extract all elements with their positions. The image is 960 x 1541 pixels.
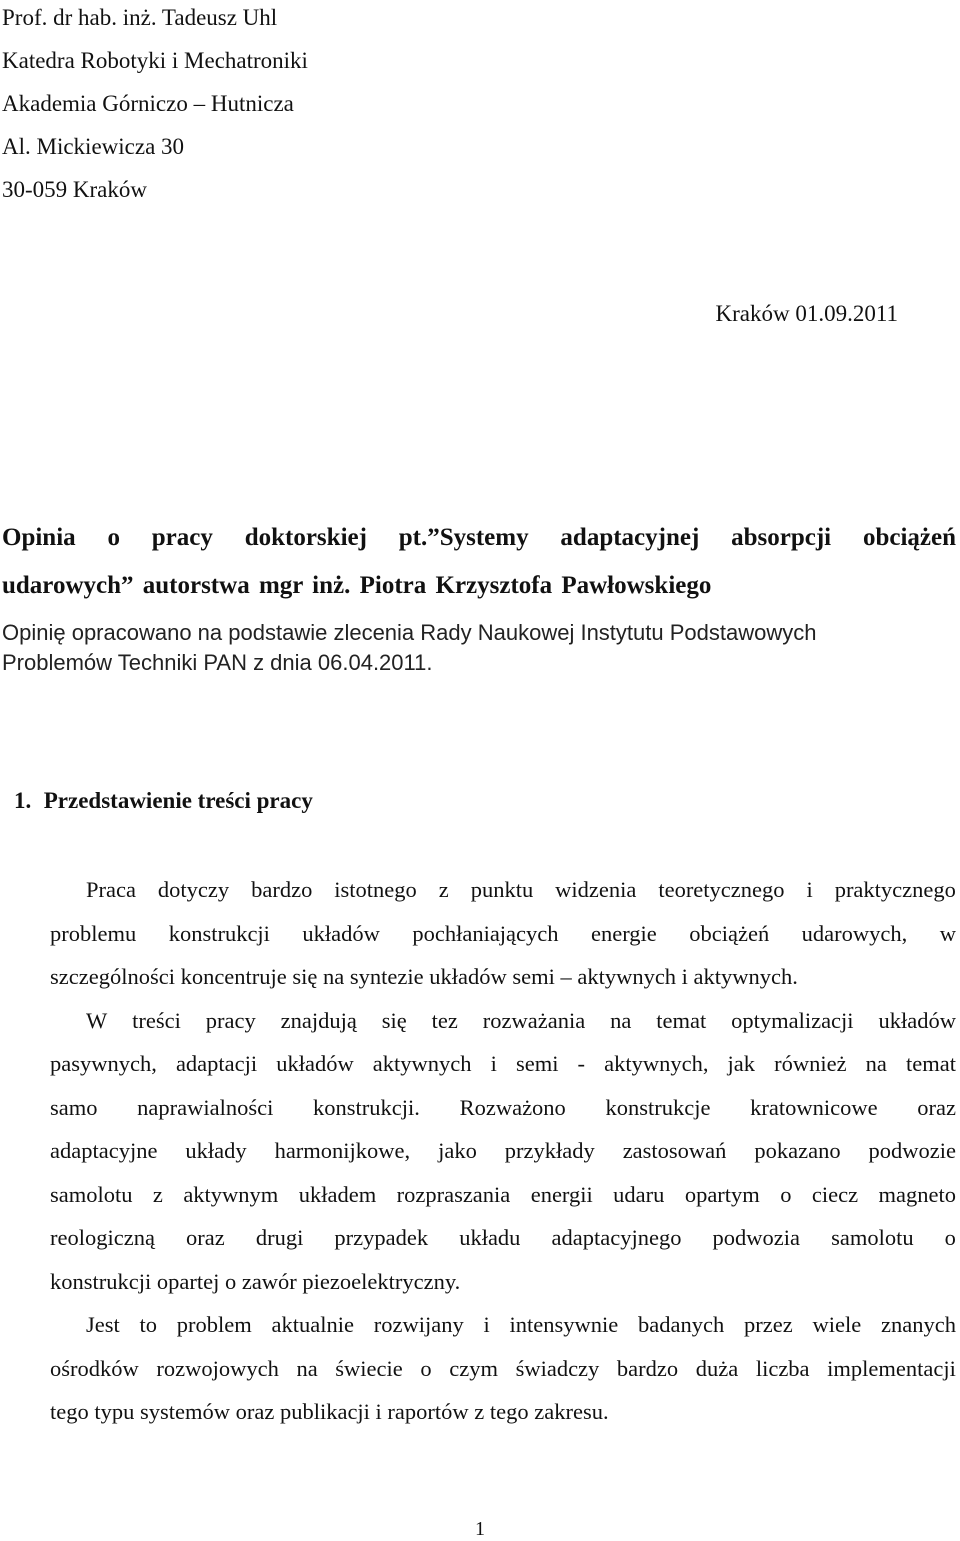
word: Rozważono xyxy=(459,1094,566,1120)
body-line-7 xyxy=(50,1129,956,1173)
word: - xyxy=(577,1051,586,1076)
word: implementacji xyxy=(827,1355,956,1381)
word: w xyxy=(939,920,956,946)
title-word: Opinia xyxy=(2,524,76,551)
word: obciążeń xyxy=(689,920,770,946)
body-line-4 xyxy=(50,999,956,1043)
word: reologiczną xyxy=(50,1225,155,1250)
word: konstrukcji. xyxy=(313,1094,420,1120)
word: rozpraszania xyxy=(396,1181,511,1207)
word: optymalizacji xyxy=(731,1007,854,1033)
title-line-2: udarowych” autorstwa mgr inż. Piotra Krzysztofa Pawłowskiego xyxy=(2,572,712,599)
word: liczba xyxy=(755,1355,810,1381)
word: układów xyxy=(878,1007,956,1033)
word: adaptacji xyxy=(175,1051,258,1076)
word: bardzo xyxy=(251,877,313,902)
word: pokazano xyxy=(754,1138,841,1163)
author-city: 30-059 Kraków xyxy=(2,177,147,202)
word: praktycznego xyxy=(834,877,956,902)
word: udaru xyxy=(613,1181,665,1207)
word: aktywnych, xyxy=(604,1051,709,1076)
word: samolotu xyxy=(50,1181,133,1207)
word: widzenia xyxy=(555,877,637,902)
body-line-3: szczególności koncentruje się na syntezie układów semi – aktywnych i aktywnych. xyxy=(50,964,798,989)
body-line-13: tego typu systemów oraz publikacji i raportów z tego zakresu. xyxy=(50,1399,609,1424)
word: się xyxy=(381,1007,407,1033)
word: badanych xyxy=(638,1312,725,1337)
author-name: Prof. dr hab. inż. Tadeusz Uhl xyxy=(2,5,278,30)
word: o xyxy=(944,1225,956,1250)
word: samolotu xyxy=(831,1225,914,1250)
word: W xyxy=(86,1007,108,1033)
word: naprawialności xyxy=(137,1094,274,1120)
word: adaptacyjnego xyxy=(551,1225,682,1250)
word: bardzo xyxy=(616,1355,679,1381)
word: o xyxy=(420,1355,432,1381)
author-department: Katedra Robotyki i Mechatroniki xyxy=(2,48,308,73)
word: i xyxy=(490,1051,497,1076)
section-title: Przedstawienie treści pracy xyxy=(43,788,313,813)
word: duża xyxy=(695,1355,739,1381)
word: oraz xyxy=(917,1094,956,1120)
word: na xyxy=(610,1007,632,1033)
word: i xyxy=(806,877,813,902)
word: również xyxy=(774,1051,847,1076)
word: wiele xyxy=(812,1312,862,1337)
word: układem xyxy=(298,1181,377,1207)
word: intensywnie xyxy=(509,1312,619,1337)
word: układów xyxy=(302,920,380,946)
word: problem xyxy=(176,1312,252,1337)
opinion-basis-note xyxy=(2,618,956,678)
word: istotnego xyxy=(334,877,417,902)
word: punktu xyxy=(470,877,534,902)
word: semi xyxy=(515,1051,559,1076)
title-word: obciążeń xyxy=(862,524,956,551)
body-line-12 xyxy=(50,1347,956,1391)
word: ośrodków xyxy=(50,1355,139,1381)
author-university: Akademia Górniczo – Hutnicza xyxy=(2,91,294,116)
word: o xyxy=(780,1181,792,1207)
word: świadczy xyxy=(515,1355,600,1381)
word: opartym xyxy=(684,1181,760,1207)
word: harmonijkowe, xyxy=(274,1138,411,1163)
word: pracy xyxy=(205,1007,256,1033)
basis-line-2: Problemów Techniki PAN z dnia 06.04.2011. xyxy=(2,650,433,675)
title-word: absorpcji xyxy=(731,524,832,551)
word: kratownicowe xyxy=(750,1094,878,1120)
body-line-2 xyxy=(50,912,956,956)
basis-line-1: Opinię opracowano na podstawie zlecenia Rady Naukowej Instytutu Podstawowych xyxy=(2,620,817,645)
body-line-9 xyxy=(50,1216,956,1260)
title-word: adaptacyjnej xyxy=(560,524,700,551)
section-body xyxy=(50,868,956,1434)
body-line-1 xyxy=(50,868,956,912)
word: rozwijany xyxy=(373,1312,464,1337)
word: z xyxy=(152,1181,163,1207)
word: znajdują xyxy=(280,1007,357,1033)
word: temat xyxy=(906,1051,956,1076)
section-number: 1. xyxy=(14,788,32,813)
word: aktywnych xyxy=(372,1051,472,1076)
word: konstrukcje xyxy=(605,1094,711,1120)
word: przypadek xyxy=(334,1225,429,1250)
word: i xyxy=(483,1312,490,1337)
word: dotyczy xyxy=(157,877,230,902)
document-title xyxy=(2,514,956,610)
word: rozważania xyxy=(482,1007,586,1033)
word: jako xyxy=(438,1138,477,1163)
word: teoretycznego xyxy=(658,877,785,902)
word: temat xyxy=(656,1007,707,1033)
word: drugi xyxy=(255,1225,304,1250)
word: ciecz xyxy=(811,1181,859,1207)
body-line-10: konstrukcji opartej o zawór piezoelektryczny. xyxy=(50,1268,461,1294)
title-word: o xyxy=(107,524,120,551)
word: przez xyxy=(744,1312,793,1337)
document-date: Kraków 01.09.2011 xyxy=(715,301,898,326)
word: treści xyxy=(132,1007,181,1033)
word: Jest xyxy=(86,1312,120,1337)
page-number: 1 xyxy=(475,1518,485,1540)
body-line-11 xyxy=(50,1303,956,1347)
word: na xyxy=(296,1355,318,1381)
word: podwozia xyxy=(712,1225,801,1250)
word: to xyxy=(139,1312,158,1337)
author-street: Al. Mickiewicza 30 xyxy=(2,134,185,159)
body-line-6 xyxy=(50,1086,956,1130)
word: adaptacyjne xyxy=(50,1138,158,1163)
word: energii xyxy=(530,1181,593,1207)
word: Praca xyxy=(86,877,136,902)
word: problemu xyxy=(50,920,137,946)
author-address-block xyxy=(2,0,308,211)
word: oraz xyxy=(186,1225,225,1250)
word: zastosowań xyxy=(622,1138,727,1163)
word: energie xyxy=(590,920,657,946)
word: przykłady xyxy=(504,1138,595,1163)
word: udarowych, xyxy=(801,920,908,946)
section-heading xyxy=(14,788,313,814)
word: pasywnych, xyxy=(50,1051,157,1076)
word: tez xyxy=(431,1007,458,1033)
word: konstrukcji xyxy=(168,920,270,946)
word: układy xyxy=(185,1138,247,1163)
word: świecie xyxy=(335,1355,403,1381)
word: samo xyxy=(50,1094,98,1120)
word: na xyxy=(865,1051,887,1076)
title-line-1 xyxy=(2,514,956,562)
body-line-8 xyxy=(50,1173,956,1217)
body-line-5 xyxy=(50,1042,956,1086)
word: podwozie xyxy=(868,1138,956,1163)
title-word: pt.”Systemy xyxy=(398,524,529,551)
word: jak xyxy=(727,1051,756,1076)
word: aktywnym xyxy=(183,1181,279,1207)
word: czym xyxy=(449,1355,498,1381)
word: magneto xyxy=(878,1181,956,1207)
word: rozwojowych xyxy=(156,1355,279,1381)
word: układów xyxy=(276,1051,354,1076)
word: aktualnie xyxy=(271,1312,355,1337)
title-word: doktorskiej xyxy=(244,524,367,551)
word: znanych xyxy=(881,1312,956,1337)
word: układu xyxy=(459,1225,521,1250)
title-word: pracy xyxy=(151,524,213,551)
word: z xyxy=(438,877,449,902)
word: pochłaniających xyxy=(412,920,559,946)
